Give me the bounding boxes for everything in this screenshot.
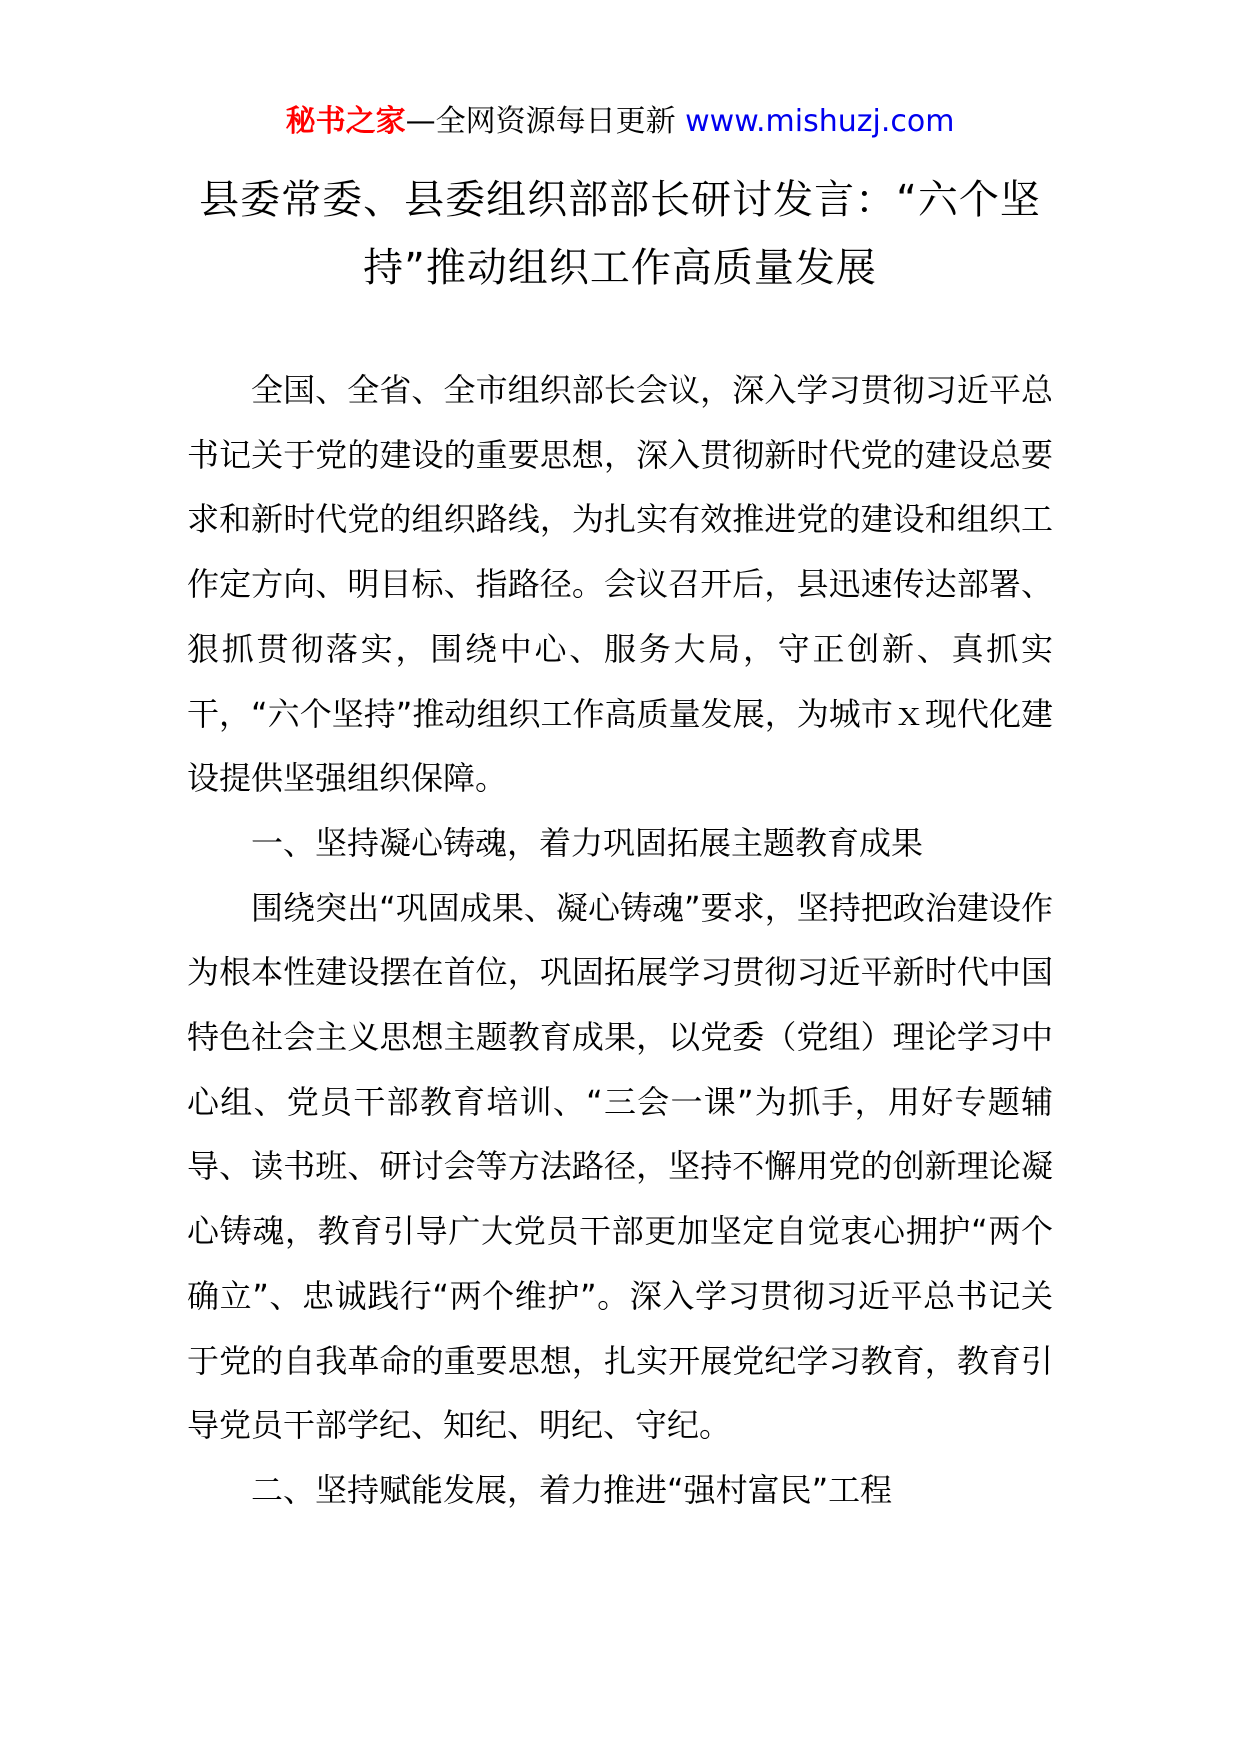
document-body [187, 358, 1053, 1523]
website-link[interactable]: www.mishuzj.com [685, 104, 955, 139]
section-paragraph-1: 围绕突出“巩固成果、凝心铸魂”要求，坚持把政治建设作为根本性建设摆在首位，巩固拓展学习贯彻习近平新时代中国特色社会主义思想主题教育成果，以党委（党组）理论学习中心组、党员干部教育培训、“三会一课”为抓手，用好专题辅导、读书班、研讨会等方法路径，坚持不懈用党的创新理论凝心铸魂，教育引导广大党员干部更加坚定自觉衷心拥护“两个确立”、忠诚践行“两个维护”。深入学习贯彻习近平总书记关于党的自我革命的重要思想，扎实开展党纪学习教育，教育引导党员干部学纪、知纪、明纪、守纪。 [187, 888, 1053, 1445]
source-banner [0, 102, 1240, 142]
section-heading-2: 二、坚持赋能发展，着力推进“强村富民”工程 [251, 1470, 893, 1509]
section-heading-1: 一、坚持凝心铸魂，着力巩固拓展主题教育成果 [251, 823, 924, 862]
document-title: 县委常委、县委组织部部长研讨发言：“六个坚持”推动组织工作高质量发展 [199, 177, 1041, 291]
brand-name: 秘书之家 [285, 104, 406, 139]
banner-tagline: —全网资源每日更新 [405, 104, 686, 139]
intro-paragraph: 全国、全省、全市组织部长会议，深入学习贯彻习近平总书记关于党的建设的重要思想，深入贯彻新时代党的建设总要求和新时代党的组织路线，为扎实有效推进党的建设和组织工作定方向、明目标、指路径。会议召开后，县迅速传达部署、狠抓贯彻落实，围绕中心、服务大局，守正创新、真抓实干，“六个坚持”推动组织工作高质量发展，为城市ｘ现代化建设提供坚强组织保障。 [187, 371, 1053, 798]
